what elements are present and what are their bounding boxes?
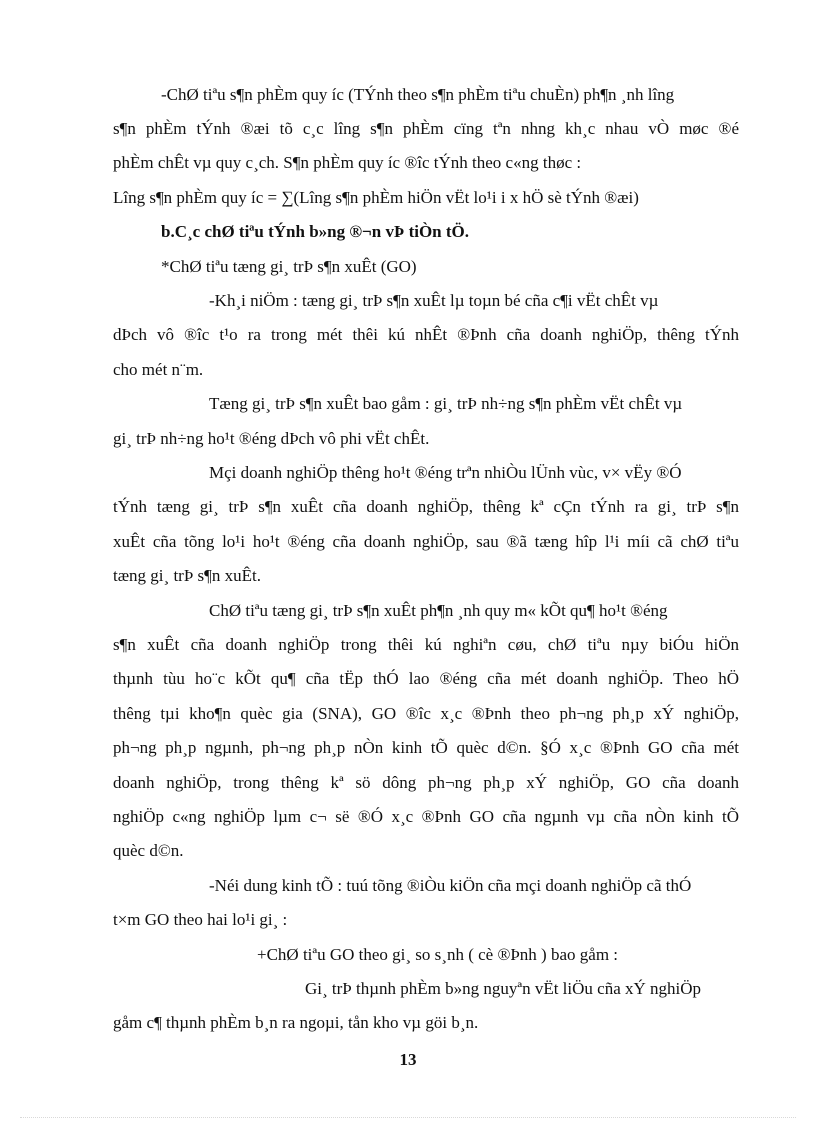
text-line: s¶n xuÊt cña doanh nghiÖp trong thêi kú nghiªn cøu, chØ tiªu nµy biÓu hiÖn (113, 635, 739, 654)
formula-line: Lîng s¶n phÈm quy íc = ∑(Lîng s¶n phÈm hiÖn vËt lo¹i i x hÖ sè tÝnh ®æi) (113, 188, 639, 207)
subsection-heading: *ChØ tiªu tæng gi¸ trÞ s¶n xuÊt (GO) (161, 257, 417, 276)
text-line: Tæng gi¸ trÞ s¶n xuÊt bao gåm : gi¸ trÞ nh÷ng s¶n phÈm vËt chÊt vµ (209, 394, 683, 413)
text-line: nghiÖp c«ng nghiÖp lµm c¬ së ®Ó x¸c ®Þnh GO cña ngµnh vµ cña nÒn kinh tÕ (113, 807, 739, 826)
text-line: s¶n phÈm tÝnh ®æi tõ c¸c lîng s¶n phÈm cïng tªn nhng kh¸c nhau vÒ møc ®é (113, 119, 739, 138)
text-line: quèc d©n. (113, 841, 184, 860)
text-line: -ChØ tiªu s¶n phÈm quy íc (TÝnh theo s¶n phÈm tiªu chuÈn) ph¶n ¸nh lîng (161, 85, 675, 104)
text-line: dÞch vô ®îc t¹o ra trong mét thêi kú nhÊt ®Þnh cña doanh nghiÖp, thêng tÝnh (113, 325, 739, 344)
text-line: ChØ tiªu tæng gi¸ trÞ s¶n xuÊt ph¶n ¸nh quy m« kÕt qu¶ ho¹t ®éng (209, 601, 668, 620)
text-line: gåm c¶ thµnh phÈm b¸n ra ngoµi, tån kho vµ göi b¸n. (113, 1013, 479, 1032)
text-line: tæng gi¸ trÞ s¶n xuÊt. (113, 566, 261, 585)
text-line: xuÊt cña tõng lo¹i ho¹t ®éng cña doanh nghiÖp, sau ®ã tæng hîp l¹i míi cã chØ tiªu (113, 532, 739, 551)
text-line: ph¬ng ph¸p ngµnh, ph¬ng ph¸p nÒn kinh tÕ quèc d©n. §Ó x¸c ®Þnh GO cña mét (113, 738, 739, 757)
page-number: 13 (399, 1050, 417, 1069)
text-line: doanh nghiÖp, trong thêng kª sö dông ph¬ng ph¸p xÝ nghiÖp, GO cña doanh (113, 773, 739, 792)
text-line: -Néi dung kinh tÕ : tuú tõng ®iÒu kiÖn cña mçi doanh nghiÖp cã thÓ (209, 876, 692, 895)
text-line: +ChØ tiªu GO theo gi¸ so s¸nh ( cè ®Þnh ) bao gåm : (257, 945, 619, 964)
text-line: Gi¸ trÞ thµnh phÈm b»ng nguyªn vËt liÖu cña xÝ nghiÖp (305, 979, 702, 998)
text-line: Mçi doanh nghiÖp thêng ho¹t ®éng trªn nhiÒu lÜnh vùc, v× vËy ®Ó (209, 463, 682, 482)
text-line: -Kh¸i niÖm : tæng gi¸ trÞ s¶n xuÊt lµ toµn bé cña c¶i vËt chÊt vµ (209, 291, 659, 310)
text-line: thµnh tùu ho¨c kÕt qu¶ cña tËp thÓ lao ®éng cña mét doanh nghiÖp. Theo hÖ (113, 669, 739, 688)
text-line: gi¸ trÞ nh÷ng ho¹t ®éng dÞch vô phi vËt chÊt. (113, 429, 430, 448)
text-line: thêng tµi kho¶n quèc gia (SNA), GO ®îc x¸c ®Þnh theo ph¬ng ph¸p xÝ nghiÖp, (113, 704, 739, 723)
page-bottom-divider (20, 1117, 796, 1118)
text-line: cho mét n¨m. (113, 360, 204, 379)
section-heading: b.C¸c chØ tiªu tÝnh b»ng ®¬n vÞ tiÒn tÖ. (161, 222, 470, 241)
text-line: phÈm chÊt vµ quy c¸ch. S¶n phÈm quy íc ®îc tÝnh theo c«ng thøc : (113, 153, 582, 172)
text-line: t×m GO theo hai lo¹i gi¸ : (113, 910, 288, 929)
text-line: tÝnh tæng gi¸ trÞ s¶n xuÊt cña doanh nghiÖp, thêng kª cÇn tÝnh ra gi¸ trÞ s¶n (113, 497, 739, 516)
